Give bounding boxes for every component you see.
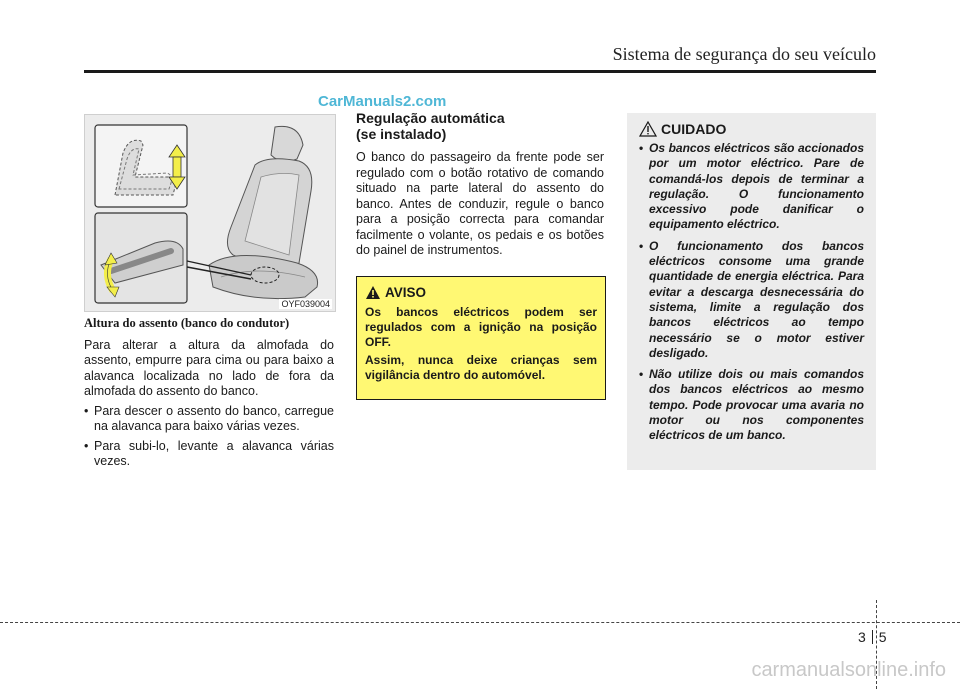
warning-label: AVISO — [385, 285, 427, 300]
seat-illustration-drawing — [85, 115, 335, 311]
header-rule — [84, 70, 876, 73]
figure-caption: Altura do assento (banco do condutor) — [84, 316, 290, 330]
list-item: • Para subi-lo, levante a alavanca várias vezes. — [84, 439, 334, 470]
list-item: • Para descer o assento do banco, carregue na alavanca para baixo várias vezes. — [84, 404, 334, 435]
list-item: • O funcionamento dos bancos eléctricos consome uma grande quantidade de energia eléctrica. Para evitar a descarga desnecessária do sistema, limite a regulação dos bancos eléctricos ao tempo necessário se o motor estiver desligado. — [639, 239, 864, 361]
section-title-line1: Regulação automática — [356, 110, 505, 126]
warning-box — [356, 276, 606, 400]
seat-height-illustration — [84, 114, 336, 312]
section-number: 3 — [858, 629, 866, 645]
page-number-value: 5 — [878, 629, 887, 645]
caution-box — [627, 113, 876, 470]
auto-adjust-body: O banco do passageiro da frente pode ser regulado com o botão rotativo de comando situado na parte lateral do assento do banco. Antes de conduzir, regule o banco para a posição correcta para comandar facilmente o volante, os pedais e os botões do painel de instrumentos. — [356, 150, 604, 257]
list-item: • Os bancos eléctricos são accionados por um motor eléctrico. Pare de comandá-los depois de terminar a regulação. O funcionamento excessivo pode danificar o equipamento eléctrico. — [639, 141, 864, 233]
caution-list — [639, 141, 864, 444]
seat-height-section — [84, 314, 334, 474]
warning-header — [365, 285, 597, 300]
section-title-line2: (se instalado) — [356, 126, 447, 142]
caution-triangle-icon — [639, 121, 657, 137]
seat-height-intro: Para alterar a altura da almofada do assento, empurre para cima ou para baixo a alavanca localizada no lado de fora da almofada do assento do banco. — [84, 337, 334, 398]
list-item: • Não utilize dois ou mais comandos dos bancos eléctricos ao mesmo tempo. Pode provocar uma avaria no motor ou nos componentes eléctricos de um banco. — [639, 367, 864, 443]
car-seat-drawing — [209, 126, 318, 298]
footer-rule — [0, 622, 960, 623]
warning-paragraph: Os bancos eléctricos podem ser regulados com a ignição na posição OFF. — [365, 305, 597, 349]
warning-paragraph: Assim, nunca deixe crianças sem vigilância dentro do automóvel. — [365, 353, 597, 382]
warning-triangle-icon — [365, 285, 381, 300]
caution-header — [639, 121, 864, 137]
watermark-link-bottom[interactable]: carmanualsonline.info — [751, 659, 946, 681]
figure-code: OYF039004 — [281, 299, 330, 309]
seat-height-bullets — [84, 404, 334, 470]
watermark-link-top[interactable]: CarManuals2.com — [318, 93, 447, 110]
caution-label: CUIDADO — [661, 121, 727, 137]
auto-adjust-section — [356, 110, 604, 259]
page-number — [858, 629, 887, 645]
section-header-title: Sistema de segurança do seu veículo — [612, 44, 876, 64]
section-title — [356, 110, 604, 142]
